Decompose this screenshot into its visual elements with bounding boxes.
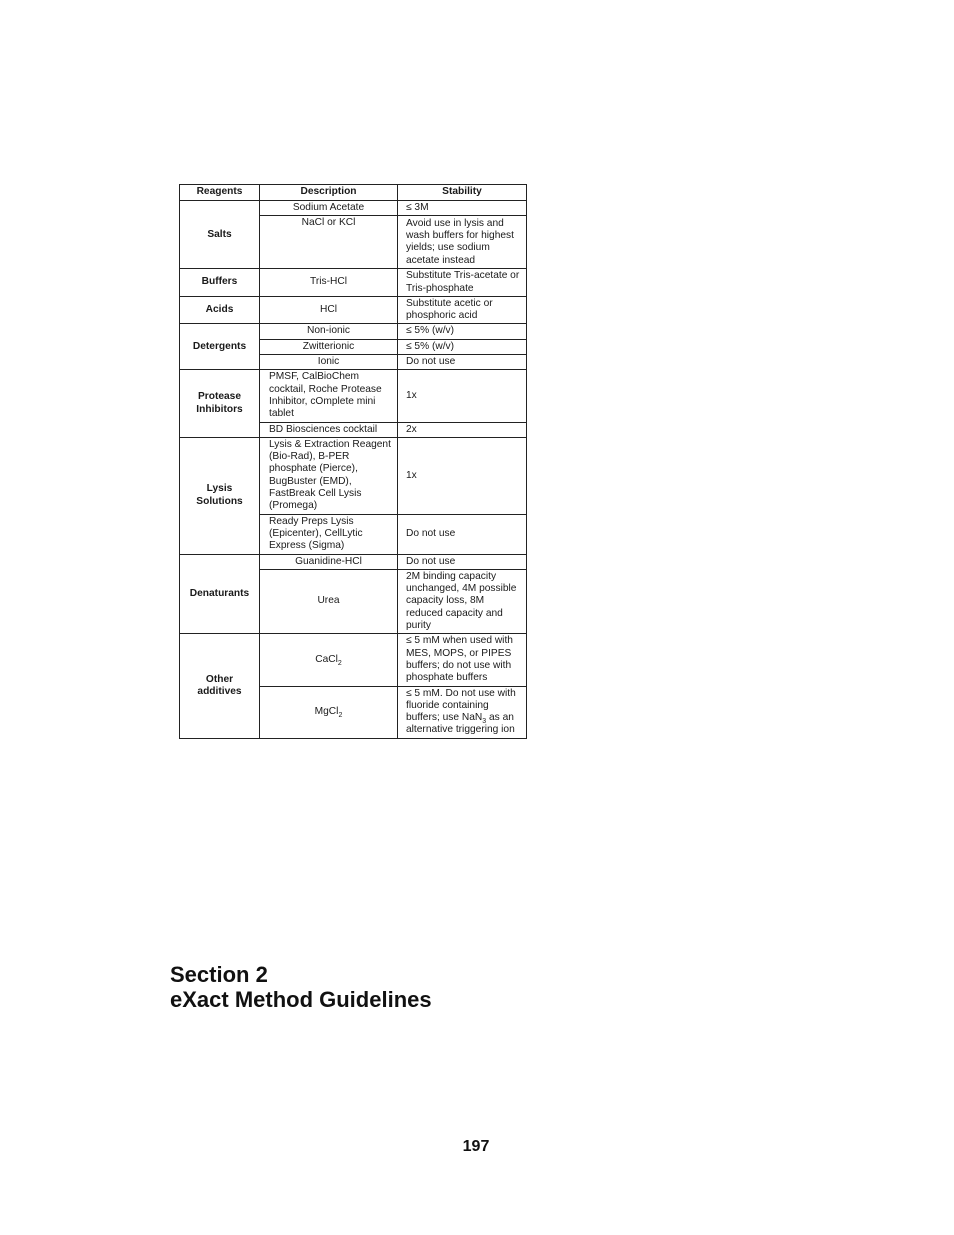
mgcl-base: MgCl [314,705,339,717]
cell-description: Lysis & Extraction Reagent (Bio-Rad), B-PER phosphate (Pierce), BugBuster (EMD), FastBreak Cell Lysis (Promega) [260,437,398,514]
header-description: Description [260,185,398,201]
cell-stability: 2x [398,422,527,437]
cell-description: Sodium Acetate [260,201,398,216]
table-row [180,370,527,422]
cell-description: Ionic [260,355,398,370]
header-stability: Stability [398,185,527,201]
cell-stability: Do not use [398,355,527,370]
section-heading [170,962,432,1012]
cell-description: Urea [260,569,398,633]
header-reagents: Reagents [180,185,260,201]
category-acids: Acids [180,296,260,324]
section-title: eXact Method Guidelines [170,987,432,1012]
table-row [180,201,527,216]
category-other-additives: Other additives [180,634,260,738]
category-buffers: Buffers [180,269,260,297]
cell-stability: ≤ 5 mM when used with MES, MOPS, or PIPES buffers; do not use with phosphate buffers [398,634,527,686]
cell-stability: ≤ 5% (w/v) [398,339,527,354]
category-protease-inhibitors: Protease Inhibitors [180,370,260,437]
cell-stability: Substitute Tris-acetate or Tris-phosphate [398,269,527,297]
cacl-subscript: 2 [337,659,342,667]
table-row [180,437,527,514]
category-detergents: Detergents [180,324,260,370]
cell-stability: 1x [398,370,527,422]
cell-description: Guanidine-HCl [260,554,398,569]
table-row [180,324,527,339]
mgcl-stab-part2: as an alternative triggering ion [406,712,515,736]
table-header-row [180,185,527,201]
section-number: Section 2 [170,962,268,987]
cacl-base: CaCl [315,653,338,665]
cell-stability: Do not use [398,514,527,554]
cell-stability: 1x [398,437,527,514]
table-row [180,554,527,569]
cell-stability-mgcl2 [398,686,527,738]
cell-description-mgcl2 [260,686,398,738]
cell-description: NaCl or KCl [260,216,398,269]
table-row [180,634,527,686]
mgcl-stab-part1: ≤ 5 mM. Do not use with fluoride containing buffers; use NaN [406,687,516,724]
cell-description: HCl [260,296,398,324]
category-denaturants: Denaturants [180,554,260,634]
nan3-subscript: 3 [482,718,487,726]
cell-description-cacl2 [260,634,398,686]
page-number: 197 [462,1138,490,1155]
cell-stability: ≤ 5% (w/v) [398,324,527,339]
cell-description: Tris-HCl [260,269,398,297]
category-lysis-solutions: Lysis Solutions [180,437,260,554]
cell-description: BD Biosciences cocktail [260,422,398,437]
cell-stability: ≤ 3M [398,201,527,216]
reagent-compatibility-table [179,184,527,739]
cell-description: Non-ionic [260,324,398,339]
cell-stability: Do not use [398,554,527,569]
cell-stability: Substitute acetic or phosphoric acid [398,296,527,324]
table-row [180,269,527,297]
cell-stability: 2M binding capacity unchanged, 4M possible capacity loss, 8M reduced capacity and purity [398,569,527,633]
cell-description: PMSF, CalBioChem cocktail, Roche Protease Inhibitor, cOmplete mini tablet [260,370,398,422]
cell-stability: Avoid use in lysis and wash buffers for highest yields; use sodium acetate instead [398,216,527,269]
cell-description: Zwitterionic [260,339,398,354]
cell-description: Ready Preps Lysis (Epicenter), CellLytic Express (Sigma) [260,514,398,554]
table-row [180,296,527,324]
mgcl-subscript: 2 [338,711,343,719]
category-salts: Salts [180,201,260,269]
